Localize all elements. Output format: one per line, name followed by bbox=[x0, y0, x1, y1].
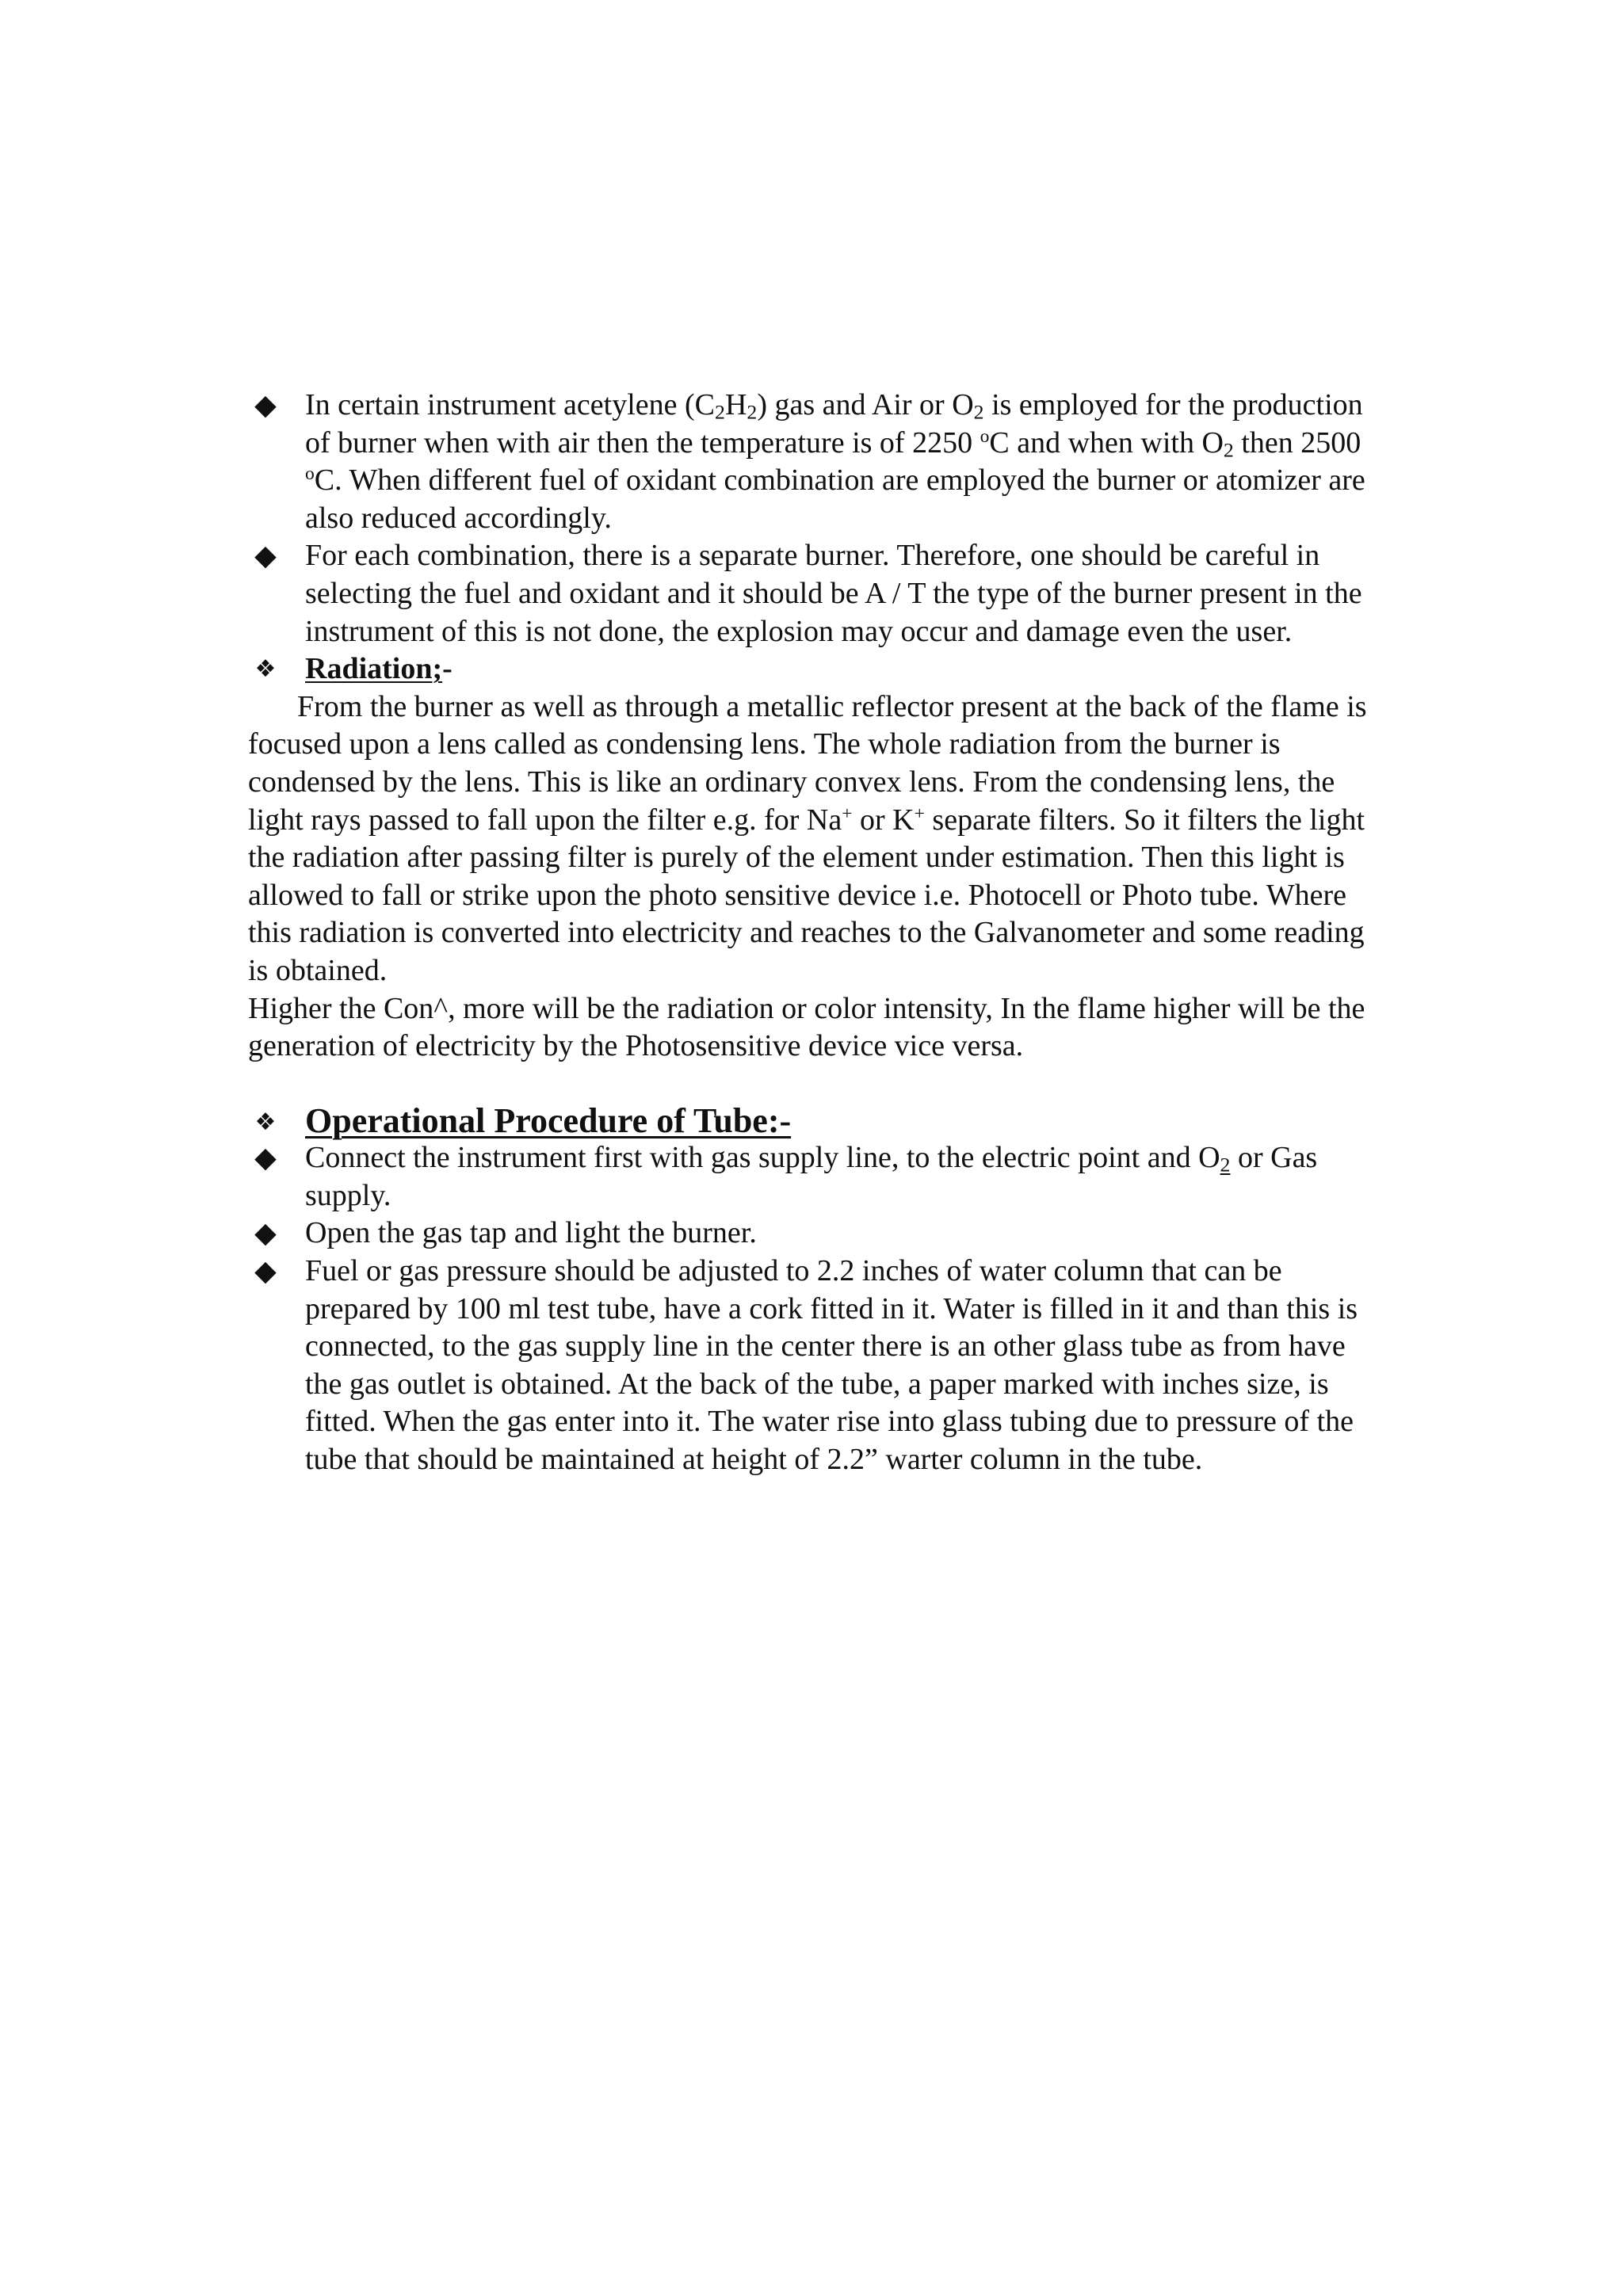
degree-superscript: o bbox=[305, 463, 315, 485]
text-run: then 2500 bbox=[1233, 425, 1361, 460]
bullet-text bbox=[305, 387, 1389, 537]
diamond-bullet-icon: ◆ bbox=[254, 1142, 277, 1175]
text-run: or Gas supply. bbox=[305, 1141, 1318, 1212]
operational-heading: Operational Procedure of Tube:- bbox=[305, 1100, 792, 1140]
diamond-bullet-icon: ◆ bbox=[254, 1255, 277, 1288]
bullet-item-pressure bbox=[248, 1253, 1389, 1479]
bullet-item-open-tap bbox=[248, 1215, 1389, 1253]
diamond-bullet-icon: ◆ bbox=[254, 389, 277, 421]
section-radiation bbox=[248, 650, 1389, 688]
diamond-bullet-icon: ◆ bbox=[254, 540, 277, 573]
degree-superscript: o bbox=[980, 425, 990, 447]
bullet-item-connect bbox=[248, 1139, 1389, 1215]
superscript: + bbox=[914, 803, 925, 824]
bullet-text: For each combination, there is a separate burner. Therefore, one should be careful in selecting the fuel and oxidant and it should be A / T the type of the burner present in the instrument of this is not done, the explosion may occur and damage even the user. bbox=[305, 539, 1362, 648]
bullet-text bbox=[305, 1139, 1389, 1215]
heading-suffix: - bbox=[442, 652, 453, 686]
text-run: From the burner as well as through a metallic reflector present at the back of the flame is focused upon a lens called as condensing lens. The whole radiation from the burner is condensed by the lens. This is like an ordinary convex lens. From the condensing lens, the light rays passed to fall upon the filter e.g. for Na bbox=[248, 689, 1367, 837]
section-heading bbox=[305, 650, 1389, 688]
bullet-text: Fuel or gas pressure should be adjusted to 2.2 inches of water column that can be prepared by 100 ml test tube, have a cork fitted in it. Water is filled in it and than this is connected, to the gas supply line in the center there is an other glass tube as from have the gas outlet is obtained. At the back of the tube, a paper marked with inches size, is fitted. When the gas enter into it. The water rise into glass tubing due to pressure of the tube that should be maintained at height of 2.2” warter column in the tube. bbox=[305, 1254, 1358, 1477]
text-run: Connect the instrument first with gas supply line, to the electric point and O bbox=[305, 1141, 1220, 1175]
diamond-bullet-icon: ◆ bbox=[254, 1217, 277, 1250]
text-run: In certain instrument acetylene (C bbox=[305, 388, 716, 421]
text-run: C. When different fuel of oxidant combination are employed the burner or atomizer are also reduced accordingly. bbox=[305, 463, 1365, 535]
radiation-paragraph-2: Higher the Con^, more will be the radiation or color intensity, In the flame higher will be the generation of electricity by the Photosensitive device vice versa. bbox=[248, 991, 1365, 1063]
section-operational bbox=[248, 1102, 1389, 1140]
radiation-paragraph bbox=[248, 688, 1389, 990]
document-body bbox=[248, 387, 1389, 1479]
star-bullet-icon: ❖ bbox=[254, 1108, 277, 1136]
subscript: 2 bbox=[1220, 1153, 1231, 1177]
subscript: 2 bbox=[747, 400, 758, 424]
subscript: 2 bbox=[715, 400, 725, 424]
text-run: separate filters. So it filters the light the radiation after passing filter is purely of the element under estimation. Then this light is allowed to fall or strike upon the photo sensitive device i.e. Photocell or Photo tube. Where this radiation is converted into electricity and reaches to the Galvanometer and some reading is obtained. bbox=[248, 803, 1365, 987]
bullet-text: Open the gas tap and light the burner. bbox=[305, 1216, 757, 1250]
spacer bbox=[248, 1066, 1389, 1102]
bullet-item-acetylene bbox=[248, 387, 1389, 537]
text-run: or K bbox=[852, 803, 915, 837]
text-run: H bbox=[724, 388, 747, 421]
text-run: C and when with O bbox=[989, 425, 1224, 460]
subscript: 2 bbox=[1223, 438, 1234, 462]
text-run: is employed for the production of burner when with air then the temperature is of 2250 bbox=[305, 388, 1363, 460]
superscript: + bbox=[842, 803, 853, 824]
bullet-item-combination bbox=[248, 537, 1389, 650]
star-bullet-icon: ❖ bbox=[254, 655, 277, 684]
subscript: 2 bbox=[973, 400, 984, 424]
text-run: ) gas and Air or O bbox=[757, 388, 974, 421]
radiation-heading: Radiation; bbox=[305, 652, 443, 686]
